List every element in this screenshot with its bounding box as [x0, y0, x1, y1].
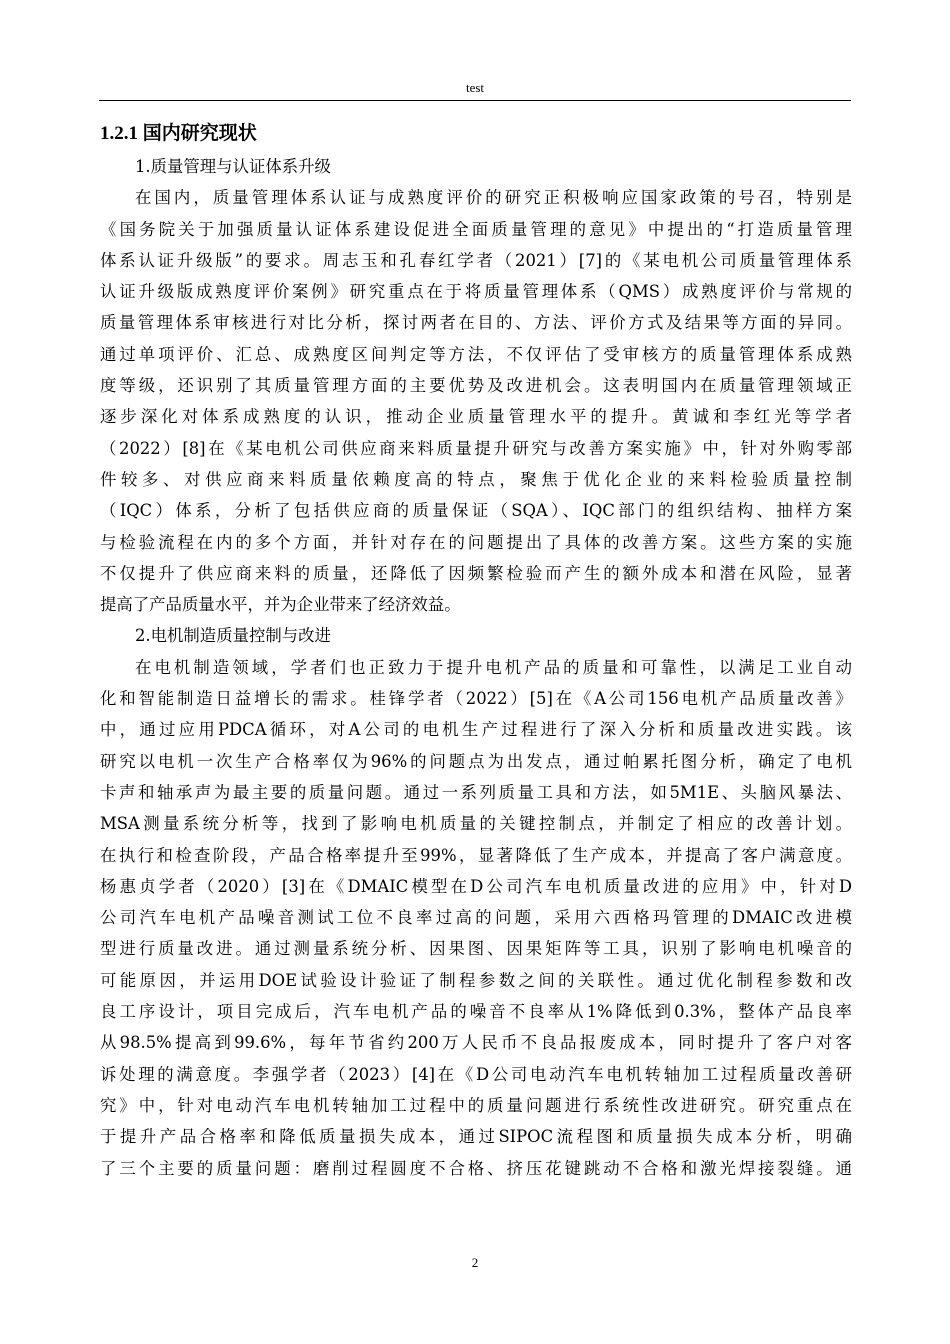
- body-line: 中，通过应用PDCA循环，对A公司的电机生产过程进行了深入分析和质量改进实践。该: [100, 720, 852, 740]
- body-line: 卡声和轴承声为最主要的质量问题。通过一系列质量工具和方法，如5M1E、头脑风暴法、: [100, 782, 852, 802]
- body-line: 认证升级版成熟度评价案例》研究重点在于将质量管理体系（QMS）成熟度评价与常规的: [100, 282, 852, 302]
- body-line: 了三个主要的质量问题：磨削过程圆度不合格、挤压花键跳动不合格和激光焊接裂缝。通: [100, 1158, 852, 1178]
- body-line: （2022）[8]在《某电机公司供应商来料质量提升研究与改善方案实施》中，针对外购零部: [100, 438, 852, 458]
- body-line: 于提升产品合格率和降低质量损失成本，通过SIPOC流程图和质量损失成本分析，明确: [100, 1127, 852, 1147]
- body-line: 《国务院关于加强质量认证体系建设促进全面质量管理的意见》中提出的“打造质量管理: [100, 219, 852, 239]
- body-line: 在国内，质量管理体系认证与成熟度评价的研究正积极响应国家政策的号召，特别是: [135, 188, 852, 208]
- body-line: 化和智能制造日益增长的需求。桂锋学者（2022）[5]在《A公司156电机产品质量改善》: [100, 689, 852, 709]
- body-line: 良工序设计，项目完成后，汽车电机产品的噪音不良率从1%降低到0.3%，整体产品良率: [100, 1002, 852, 1022]
- body-line: 究》中，针对电动汽车电机转轴加工过程中的质量问题进行系统性改进研究。研究重点在: [100, 1095, 852, 1115]
- body-line: 研究以电机一次生产合格率仅为96%的问题点为出发点，通过帕累托图分析，确定了电机: [100, 751, 852, 771]
- body-line: 质量管理体系审核进行对比分析，探讨两者在目的、方法、评价方式及结果等方面的异同。: [100, 313, 852, 333]
- body-line: 可能原因，并运用DOE试验设计验证了制程参数之间的关联性。通过优化制程参数和改: [100, 970, 852, 990]
- body-line: 公司汽车电机产品噪音测试工位不良率过高的问题，采用六西格玛管理的DMAIC改进模: [100, 908, 852, 928]
- body-line: 在执行和检查阶段，产品合格率提升至99%，显著降低了生产成本，并提高了客户满意度。: [100, 845, 852, 865]
- body-line: 体系认证升级版”的要求。周志玉和孔春红学者（2021）[7]的《某电机公司质量管理体系: [100, 250, 852, 270]
- body-line: MSA测量系统分析等，找到了影响电机质量的关键控制点，并制定了相应的改善计划。: [100, 814, 852, 834]
- page-header: test: [465, 80, 485, 95]
- body-line: 逐步深化对体系成熟度的认识，推动企业质量管理水平的提升。黄诚和李红光等学者: [100, 407, 852, 427]
- body-line: （IQC）体系，分析了包括供应商的质量保证（SQA）、IQC部门的组织结构、抽样方案: [100, 501, 852, 521]
- body-line: 型进行质量改进。通过测量系统分析、因果图、因果矩阵等工具，识别了影响电机噪音的: [100, 939, 852, 959]
- body-line: 1.质量管理与认证体系升级: [135, 157, 331, 176]
- body-line: 杨惠贞学者（2020）[3]在《DMAIC模型在D公司汽车电机质量改进的应用》中，针对D: [100, 876, 852, 896]
- body-line: 在电机制造领域，学者们也正致力于提升电机产品的质量和可靠性，以满足工业自动: [135, 657, 852, 677]
- body-line: 提高了产品质量水平，并为企业带来了经济效益。: [100, 595, 461, 615]
- body-line: 从98.5%提高到99.6%，每年节省约200万人民币不良品报废成本，同时提升了客户对客: [100, 1033, 852, 1053]
- body-line: 件较多、对供应商来料质量依赖度高的特点，聚焦于优化企业的来料检验质量控制: [100, 469, 852, 489]
- body-line: 度等级，还识别了其质量管理方面的主要优势及改进机会。这表明国内在质量管理领域正: [100, 376, 852, 396]
- body-line: 通过单项评价、汇总、成熟度区间判定等方法，不仅评估了受审核方的质量管理体系成熟: [100, 344, 852, 364]
- body-line: 2.电机制造质量控制与改进: [135, 626, 331, 646]
- body-line: 诉处理的满意度。李强学者（2023）[4]在《D公司电动汽车电机转轴加工过程质量改善研: [100, 1064, 852, 1084]
- body-line: 不仅提升了供应商来料的质量，还降低了因频繁检验而产生的额外成本和潜在风险，显著: [100, 563, 852, 583]
- body-text: [100, 151, 852, 1184]
- section-title: 1.2.1 国内研究现状: [100, 123, 257, 144]
- page-number: 2: [471, 1255, 479, 1270]
- body-line: 与检验流程在内的多个方面，并针对存在的问题提出了具体的改善方案。这些方案的实施: [100, 532, 852, 552]
- header-divider: [99, 100, 851, 101]
